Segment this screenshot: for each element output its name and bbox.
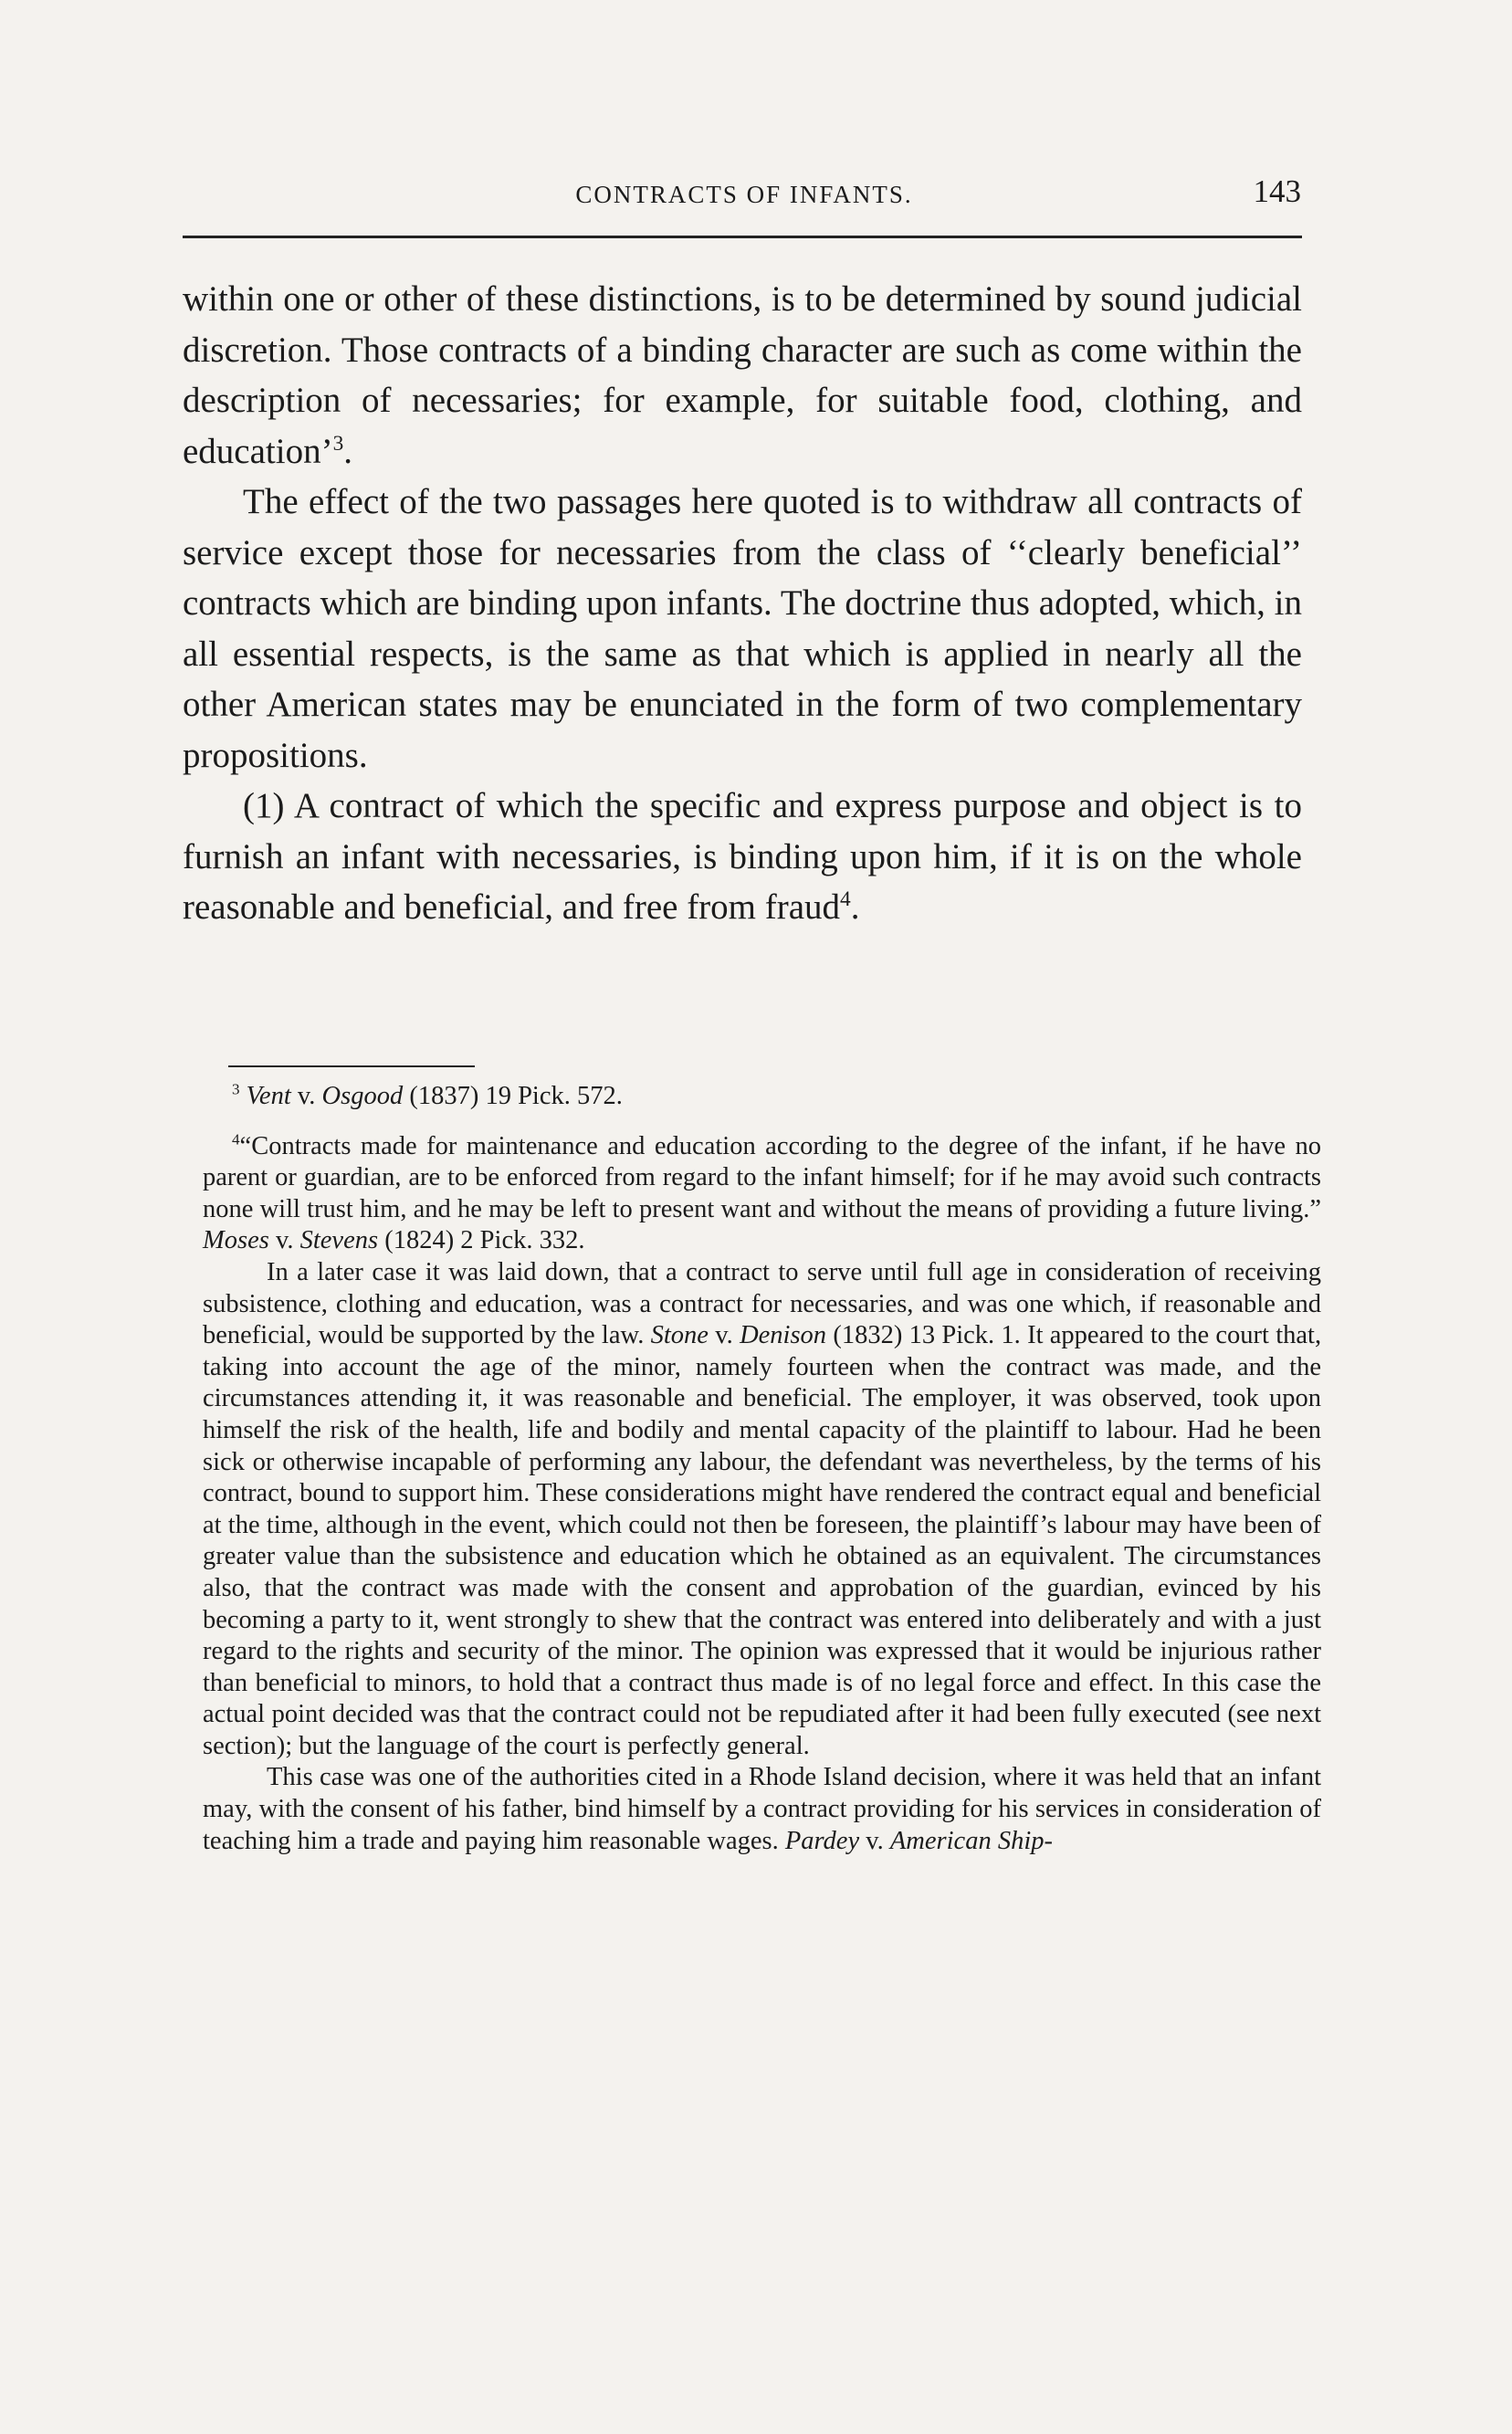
case-name: Stevens: [299, 1226, 379, 1255]
case-name: Vent: [246, 1082, 291, 1110]
citation: (1837) 19 Pick. 572.: [409, 1082, 623, 1110]
footnote-text: It appeared to the court that, taking into account the age of the minor, namely fourteen when the contract was made, and the circumstances attending it, it was reasonable and beneficial. The employer, it was observed, took upon himself the risk of the health, life and bodily and mental capacity of the plaintiff to labour. Had he been sick or otherwise incapable of performing any labour, the defendant was nevertheless, by the terms of his contract, bound to support him. These considerations might have rendered the contract equal and beneficial at the time, although in the event, which could not then be foreseen, the plaintiff’s labour may have been of greater value than the subsistence and education which he obtained as an equivalent. The circumstances also, that the contract was made with the consent and approbation of the guardian, evinced by his becoming a party to it, went strongly to shew that the contract was entered into deliberately and with a just regard to the rights and security of the minor. The opinion was expressed that it would be injurious rather than beneficial to minors, to hold that a contract thus made is of no legal force and effect. In this case the actual point decided was that the contract could not be repudiated after it had been fully executed (see next section); but the language of the court is perfectly general.: [203, 1321, 1322, 1760]
case-name: Moses: [203, 1226, 269, 1255]
versus: v.: [297, 1082, 316, 1110]
case-name: American Ship-: [889, 1826, 1053, 1855]
footnotes: [203, 1081, 1321, 1857]
case-name: Stone: [650, 1321, 709, 1350]
running-title: CONTRACTS OF INFANTS.: [575, 181, 913, 208]
paragraph-effect: The effect of the two passages here quoted is to withdraw all contracts of service except those for necessaries from the class of ‘‘clearly beneficial’’ contracts which are binding upon infants. The doctrine thus adopted, which, in all essential respects, is the same as that which is applied in nearly all the other American states may be enunciated in the form of two complementary propositions.: [183, 482, 1302, 775]
footnote-marker: 4: [232, 1130, 240, 1149]
footnote-ref-4: 4: [840, 887, 851, 911]
footnote-rule: [228, 1065, 475, 1067]
paragraph-end: .: [343, 431, 353, 471]
footnote-3: [203, 1081, 1321, 1113]
paragraph-continuation: [183, 274, 1302, 477]
case-name: Osgood: [321, 1082, 404, 1110]
versus: v.: [866, 1826, 884, 1855]
footnote-ref-3: 3: [332, 431, 344, 456]
header-rule: [183, 236, 1302, 238]
footnote-4-para-1: [203, 1131, 1321, 1257]
versus: v.: [715, 1321, 733, 1350]
footnote-text: “Contracts made for maintenance and education according to the degree of the infant, if he have no parent or guardian, are to be enforced from regard to the infant himself; for if he may avoid such contracts none will trust him, and he may be left to present want and without the means of providing a future living.”: [203, 1131, 1321, 1223]
citation: (1824) 2 Pick. 332.: [384, 1226, 585, 1255]
paragraph-proposition-1: [183, 781, 1302, 933]
footnote-text: In a later case it was laid down, that a contract to serve until full age in consideration of receiving subsistence, clothing and education, was a contract for necessaries, and was one which, if reasonable and beneficial, would be supported by the law.: [203, 1257, 1321, 1350]
running-head: [187, 173, 1301, 210]
paragraph-end: .: [850, 887, 860, 927]
footnote-text: This case was one of the authorities cited in a Rhode Island decision, where it was held that an infant may, with the consent of his father, bind himself by a contract providing for his services in consideration of teaching him a trade and paying him reasonable wages.: [203, 1763, 1321, 1855]
footnote-marker: 3: [232, 1080, 240, 1098]
case-name: Denison: [740, 1321, 827, 1350]
citation: (1832) 13 Pick. 1.: [833, 1321, 1021, 1350]
footnote-4-para-2: [203, 1257, 1321, 1763]
main-text: [183, 274, 1302, 933]
paragraph-text: (1) A contract of which the specific and express purpose and object is to furnish an infant with necessaries, is binding upon him, if it is on the whole reasonable and beneficial, and free from fraud: [183, 786, 1302, 927]
page-number: 143: [1253, 173, 1301, 209]
versus: v.: [275, 1226, 294, 1255]
paragraph-text: within one or other of these distinctions, is to be determined by sound judicial discretion. Those contracts of a binding character are such as come within the description of necessaries; for example, for suitable food, clothing, and education’: [183, 279, 1302, 471]
footnote-4-para-3: [203, 1762, 1321, 1857]
case-name: Pardey: [784, 1826, 860, 1855]
